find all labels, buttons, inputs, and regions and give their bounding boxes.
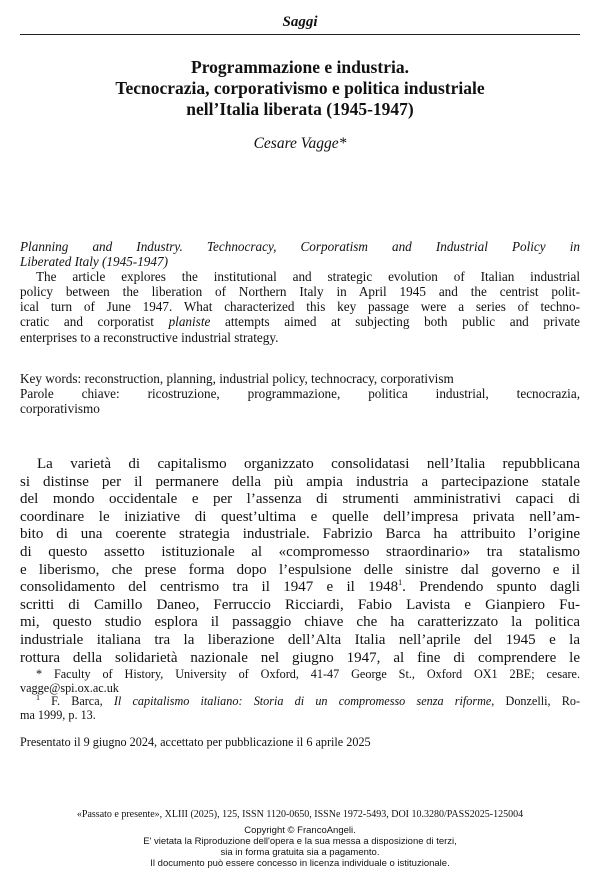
abstract <box>20 239 580 345</box>
keywords <box>20 371 580 416</box>
abstract-title-line-2: Liberated Italy (1945-1947) <box>20 254 168 270</box>
title-line-3: nell’Italia liberata (1945-1947) <box>186 99 414 119</box>
abstract-line-2: policy between the liberation of Northern Italy in April 1945 and the centrist polit- <box>20 284 580 300</box>
body-line-3: del mondo occidentale e per l’assenza di strumenti amministrativi capaci di <box>20 491 580 508</box>
abstract-line-1: The article explores the institutional and strategic evolution of Italian industrial <box>36 269 580 285</box>
footnote-author-email[interactable]: vagge@spi.ox.ac.uk <box>20 680 119 695</box>
article-title <box>20 57 580 120</box>
body-line-8-end: . Prendendo spunto dagli <box>402 579 580 596</box>
abstract-line-4-start: cratic and corporatist <box>20 314 169 330</box>
footnote-1-line-2: ma 1999, p. 13. <box>20 707 96 722</box>
copyright-line-4: Il documento può essere concesso in licenza individuale o istituzionale. <box>150 858 450 869</box>
footnotes <box>20 668 580 722</box>
copyright-notice <box>20 825 580 869</box>
body-text <box>20 456 580 667</box>
footnote-1 <box>20 695 580 709</box>
footnote-1-end: , Donzelli, Ro- <box>491 694 581 709</box>
footnote-ref-1[interactable]: 1 <box>398 578 403 588</box>
body-line-7: e liberismo, che prese forma dopo l’espulsione delle sinistre dal governo e il <box>20 561 580 578</box>
author-name: Cesare Vagge* <box>253 135 347 152</box>
abstract-line-5: enterprises to a reconstructive industrial strategy. <box>20 329 279 345</box>
abstract-title-line-1: Planning and Industry. Technocracy, Corporatism and Industrial Policy in <box>20 239 580 254</box>
abstract-line-3: ical turn of June 1947. What characterized this key passage were a series of techno- <box>20 299 580 315</box>
footnote-1-start: F. Barca, <box>40 694 114 709</box>
footnote-1-book-title: Il capitalismo italiano: Storia di un compromesso senza riforme <box>113 694 492 709</box>
journal-citation: «Passato e presente», XLIII (2025), 125, ISSN 1120-0650, ISSNe 1972-5493, DOI 10.3280/PASS2025-125004 <box>76 809 524 820</box>
header-rule <box>20 34 580 35</box>
body-line-4: coordinare le iniziative di quest’ultima e quelle dell’impresa privata nell’am- <box>20 508 580 525</box>
body-line-8-start: consolidamento del centrismo tra il 1947 e il 1948 <box>20 579 399 596</box>
body-line-6: di questo assetto istituzionale al «compromesso straordinario» tra statalismo <box>20 543 580 560</box>
running-head: Saggi <box>282 14 318 30</box>
abstract-line-4 <box>20 314 580 329</box>
copyright-line-2: E' vietata la Riproduzione dell'opera e la sua messa a disposizione di terzi, <box>143 836 457 847</box>
body-line-12: rottura della solidarietà nazionale nel giugno 1947, al fine di comprendere le <box>20 649 580 666</box>
copyright-line-1: Copyright © FrancoAngeli. <box>244 825 356 836</box>
body-line-5: bito di una coerente strategia industriale. Fabrizio Barca ha attribuito l’origine <box>20 526 580 543</box>
title-line-1: Programmazione e industria. <box>191 57 409 77</box>
abstract-italic-term: planiste <box>168 314 211 330</box>
body-line-8 <box>20 579 580 597</box>
body-line-2: si distinse per il permanere della più ampia industria a partecipazione statale <box>20 473 580 490</box>
submission-dates: Presentato il 9 giugno 2024, accettato per pubblicazione il 6 aprile 2025 <box>20 735 371 749</box>
copyright-line-3: sia in forma gratuita sia a pagamento. <box>220 847 380 858</box>
body-line-11: industriale italiana tra la liberazione dell’Alta Italia nell’aprile del 1945 e la <box>20 631 580 648</box>
keywords-italian-line-2: corporativismo <box>20 401 100 417</box>
body-line-10: mi, questo studio esplora il passaggio chiave che ha caratterizzato la politica <box>20 614 580 631</box>
footnote-author-line-1: * Faculty of History, University of Oxford, 41-47 George St., Oxford OX1 2BE; cesare. <box>36 667 580 681</box>
title-line-2: Tecnocrazia, corporativismo e politica industriale <box>115 78 485 98</box>
body-line-9: scritti di Camillo Daneo, Ferruccio Ricciardi, Fabio Lavista e Gianpiero Fu- <box>20 596 580 613</box>
abstract-line-4-end: attempts aimed at subjecting both public and private <box>210 314 580 330</box>
keywords-italian-line-1: Parole chiave: ricostruzione, programmazione, politica industrial, tecnocrazia, <box>20 386 580 402</box>
keywords-english: Key words: reconstruction, planning, industrial policy, technocracy, corporativism <box>20 371 454 386</box>
footnote-1-number: 1 <box>36 693 40 703</box>
body-line-1: La varietà di capitalismo organizzato consolidatasi nell’Italia repubblicana <box>37 456 580 472</box>
